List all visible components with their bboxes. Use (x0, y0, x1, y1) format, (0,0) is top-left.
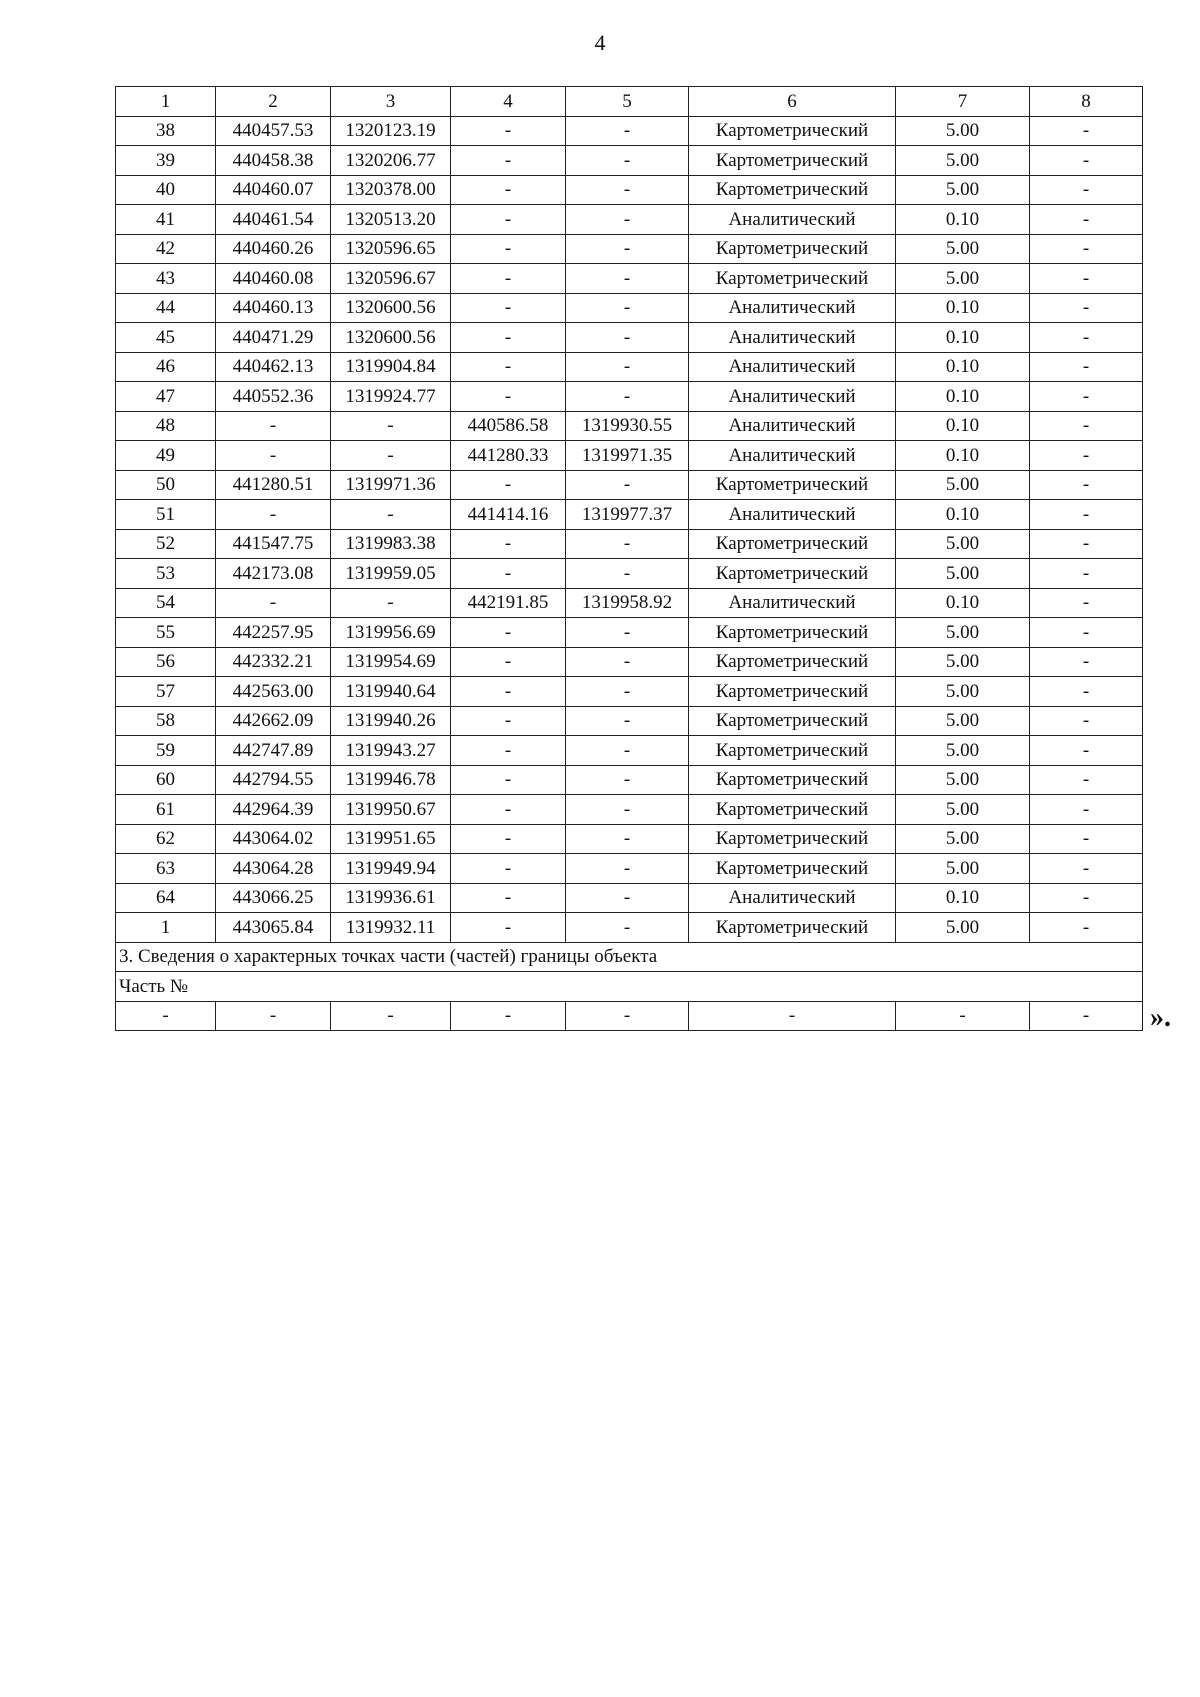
table-cell-col-3: 1320378.00 (331, 175, 451, 205)
table-cell-col-6: Картометрический (689, 854, 896, 884)
table-cell-col-7: 0.10 (896, 411, 1030, 441)
table-row (116, 618, 1143, 648)
table-row (116, 352, 1143, 382)
table-cell-col-1: 43 (116, 264, 216, 294)
table-cell-col-7: 5.00 (896, 706, 1030, 736)
table-cell-col-7: 5.00 (896, 736, 1030, 766)
table-cell-col-7: 5.00 (896, 677, 1030, 707)
table-cell-col-4: 441280.33 (451, 441, 566, 471)
table-cell-col-6: Аналитический (689, 205, 896, 235)
table-cell-col-3: 1319951.65 (331, 824, 451, 854)
table-cell-col-2: 443066.25 (216, 883, 331, 913)
table-cell-col-3: 1319949.94 (331, 854, 451, 884)
table-cell-col-7: 5.00 (896, 647, 1030, 677)
table-cell-col-5: - (566, 824, 689, 854)
table-cell-col-6: Картометрический (689, 795, 896, 825)
table-cell-col-8: - (1030, 382, 1143, 412)
table-cell-col-3: 1319983.38 (331, 529, 451, 559)
table-cell-col-5: 1319977.37 (566, 500, 689, 530)
table-cell-col-8: - (1030, 883, 1143, 913)
table-cell-col-1: 49 (116, 441, 216, 471)
table-cell-col-5: - (566, 854, 689, 884)
table-cell-col-2: 442662.09 (216, 706, 331, 736)
table-row (116, 736, 1143, 766)
table-row (116, 382, 1143, 412)
table-cell-col-8: - (1030, 175, 1143, 205)
table-cell-col-6: Аналитический (689, 588, 896, 618)
table-row (116, 883, 1143, 913)
table-cell-col-7: 5.00 (896, 175, 1030, 205)
table-cell-col-6: Аналитический (689, 411, 896, 441)
table-cell-col-6: Картометрический (689, 559, 896, 589)
table-cell-col-2: 2 (216, 87, 331, 117)
table-cell-col-1: 44 (116, 293, 216, 323)
table-cell-col-3: 3 (331, 87, 451, 117)
table-cell-col-1: 39 (116, 146, 216, 176)
table-cell-col-1: 62 (116, 824, 216, 854)
table-cell-col-4: 442191.85 (451, 588, 566, 618)
table-cell-col-5: - (566, 1001, 689, 1031)
table-cell-col-8: - (1030, 352, 1143, 382)
table-cell-col-4: - (451, 559, 566, 589)
table-cell-col-2: 440471.29 (216, 323, 331, 353)
section-title-row (116, 942, 1143, 972)
table-cell-col-4: - (451, 323, 566, 353)
table-cell-col-5: - (566, 382, 689, 412)
table-cell-col-8: - (1030, 647, 1143, 677)
table-cell-col-2: 441280.51 (216, 470, 331, 500)
table-cell-col-7: 0.10 (896, 382, 1030, 412)
table-cell-col-8: - (1030, 264, 1143, 294)
table-cell-col-1: 47 (116, 382, 216, 412)
table-cell-col-6: Картометрический (689, 529, 896, 559)
table-cell-col-7: 5.00 (896, 470, 1030, 500)
table-cell-col-8: - (1030, 765, 1143, 795)
table-cell-col-8: - (1030, 234, 1143, 264)
table-cell-col-7: 5.00 (896, 559, 1030, 589)
table-row (116, 529, 1143, 559)
table-cell-col-1: - (116, 1001, 216, 1031)
table-cell-col-7: 5.00 (896, 234, 1030, 264)
table-row (116, 234, 1143, 264)
table-cell-col-5: - (566, 618, 689, 648)
table-cell-col-5: - (566, 913, 689, 943)
table-cell-col-2: 443064.28 (216, 854, 331, 884)
table-row (116, 677, 1143, 707)
table-row (116, 175, 1143, 205)
table-cell-col-5: - (566, 205, 689, 235)
table-row (116, 323, 1143, 353)
table-cell-col-5: - (566, 470, 689, 500)
table-cell-col-2: - (216, 500, 331, 530)
table-cell-col-2: 442173.08 (216, 559, 331, 589)
table-cell-col-4: - (451, 1001, 566, 1031)
table-cell-col-7: 0.10 (896, 883, 1030, 913)
table-cell-col-1: 57 (116, 677, 216, 707)
table-cell-col-3: 1320123.19 (331, 116, 451, 146)
table-cell-col-3: 1320596.67 (331, 264, 451, 294)
table-cell-col-2: 440460.08 (216, 264, 331, 294)
table-cell-col-2: 440457.53 (216, 116, 331, 146)
table-cell-col-1: 41 (116, 205, 216, 235)
table-cell-col-7: 5.00 (896, 913, 1030, 943)
table-cell-col-1: 45 (116, 323, 216, 353)
table-cell-col-1: 40 (116, 175, 216, 205)
table-cell-col-7: 5.00 (896, 765, 1030, 795)
table-cell-col-4: - (451, 264, 566, 294)
table-cell-col-2: 442747.89 (216, 736, 331, 766)
table-row (116, 293, 1143, 323)
table-cell-col-3: 1319950.67 (331, 795, 451, 825)
table-cell-col-3: 1319971.36 (331, 470, 451, 500)
table-cell-col-4: - (451, 706, 566, 736)
table-cell-col-4: - (451, 146, 566, 176)
table-cell-col-5: - (566, 736, 689, 766)
table-cell-col-2: 440460.26 (216, 234, 331, 264)
table-cell-col-7: 5.00 (896, 854, 1030, 884)
table-cell-col-8: - (1030, 913, 1143, 943)
table-cell-col-5: - (566, 234, 689, 264)
table-cell-col-5: - (566, 765, 689, 795)
table-cell-col-4: - (451, 293, 566, 323)
table-cell-col-4: - (451, 795, 566, 825)
table-row (116, 470, 1143, 500)
table-cell-col-1: 51 (116, 500, 216, 530)
table-cell-col-1: 48 (116, 411, 216, 441)
table-row (116, 559, 1143, 589)
table-cell-col-5: - (566, 323, 689, 353)
table-cell-col-4: 441414.16 (451, 500, 566, 530)
table-row (116, 795, 1143, 825)
table-cell-col-7: 0.10 (896, 588, 1030, 618)
table-row (116, 824, 1143, 854)
table-cell-col-1: 56 (116, 647, 216, 677)
table-cell-col-5: - (566, 795, 689, 825)
table-row (116, 116, 1143, 146)
table-cell-col-6: Картометрический (689, 618, 896, 648)
table-cell-col-7: 5.00 (896, 529, 1030, 559)
closing-quote-mark: ». (1150, 1002, 1171, 1033)
table-cell-col-8: - (1030, 1001, 1143, 1031)
table-cell-col-1: 1 (116, 913, 216, 943)
table-cell-col-4: - (451, 824, 566, 854)
table-cell-col-2: 440458.38 (216, 146, 331, 176)
table-cell-col-3: 1320513.20 (331, 205, 451, 235)
table-cell-col-8: - (1030, 205, 1143, 235)
table-cell-col-7: 5.00 (896, 146, 1030, 176)
table-cell-col-3: - (331, 588, 451, 618)
table-cell-col-7: 0.10 (896, 352, 1030, 382)
table-cell-col-4: - (451, 234, 566, 264)
table-cell-col-6: Аналитический (689, 382, 896, 412)
table-cell-col-5: - (566, 677, 689, 707)
table-cell-col-6: Аналитический (689, 323, 896, 353)
table-cell-col-1: 1 (116, 87, 216, 117)
table-cell-col-3: 1320596.65 (331, 234, 451, 264)
table-cell-col-3: - (331, 500, 451, 530)
table-cell-col-1: 42 (116, 234, 216, 264)
table-cell-col-1: 58 (116, 706, 216, 736)
table-cell-col-8: - (1030, 677, 1143, 707)
table-cell-col-6: Картометрический (689, 116, 896, 146)
table-cell-col-1: 64 (116, 883, 216, 913)
table-cell-col-8: - (1030, 706, 1143, 736)
table-cell-col-3: 1319956.69 (331, 618, 451, 648)
table-cell-col-1: 63 (116, 854, 216, 884)
table-cell-col-8: - (1030, 529, 1143, 559)
table-cell-col-8: - (1030, 559, 1143, 589)
table-cell-col-3: 1319954.69 (331, 647, 451, 677)
table-cell-col-5: - (566, 264, 689, 294)
table-cell-col-3: 1319932.11 (331, 913, 451, 943)
table-cell-col-4: - (451, 736, 566, 766)
table-row (116, 441, 1143, 471)
table-cell-col-6: Картометрический (689, 677, 896, 707)
table-cell-col-8: - (1030, 441, 1143, 471)
table-cell-col-8: - (1030, 588, 1143, 618)
table-cell-col-7: 0.10 (896, 500, 1030, 530)
table-cell-col-2: - (216, 1001, 331, 1031)
table-cell-col-2: 440461.54 (216, 205, 331, 235)
table-row (116, 146, 1143, 176)
table-cell-col-6: - (689, 1001, 896, 1031)
table-cell-col-5: - (566, 559, 689, 589)
table-cell-col-2: - (216, 441, 331, 471)
table-cell-col-7: 7 (896, 87, 1030, 117)
table-cell-col-5: - (566, 116, 689, 146)
table-cell-col-8: - (1030, 854, 1143, 884)
table-cell-col-1: 38 (116, 116, 216, 146)
table-cell-col-2: 443065.84 (216, 913, 331, 943)
table-cell-col-3: - (331, 411, 451, 441)
table-cell-col-4: 4 (451, 87, 566, 117)
table-cell-col-7: 5.00 (896, 795, 1030, 825)
table-cell-col-2: 442332.21 (216, 647, 331, 677)
table-cell-col-4: - (451, 677, 566, 707)
table-row (116, 264, 1143, 294)
table-cell-col-8: - (1030, 116, 1143, 146)
table-cell-col-7: - (896, 1001, 1030, 1031)
table-cell-col-5: - (566, 146, 689, 176)
coordinates-table (115, 86, 1143, 1031)
table-cell-col-6: Аналитический (689, 293, 896, 323)
table-cell-col-6: Картометрический (689, 706, 896, 736)
table-cell-col-7: 5.00 (896, 264, 1030, 294)
table-row (116, 205, 1143, 235)
table-cell-col-3: 1319924.77 (331, 382, 451, 412)
table-cell-col-6: 6 (689, 87, 896, 117)
table-row (116, 765, 1143, 795)
table-cell-col-2: 440460.07 (216, 175, 331, 205)
table-cell-col-3: - (331, 1001, 451, 1031)
table-header-row (116, 87, 1143, 117)
table-cell-col-6: Аналитический (689, 883, 896, 913)
table-cell-col-5: 1319971.35 (566, 441, 689, 471)
table-cell-col-6: Аналитический (689, 500, 896, 530)
table-cell-col-1: 55 (116, 618, 216, 648)
table-cell-col-1: 52 (116, 529, 216, 559)
page-number: 4 (594, 30, 606, 55)
table-cell-col-3: 1319946.78 (331, 765, 451, 795)
table-row (116, 706, 1143, 736)
table-cell-col-4: - (451, 116, 566, 146)
table-row (116, 588, 1143, 618)
table-cell-col-6: Картометрический (689, 264, 896, 294)
table-cell-col-1: 59 (116, 736, 216, 766)
table-cell-col-5: - (566, 529, 689, 559)
table-cell-col-4: - (451, 470, 566, 500)
table-cell-col-5: - (566, 352, 689, 382)
table-cell-col-6: Картометрический (689, 736, 896, 766)
table-cell-col-6: Картометрический (689, 234, 896, 264)
table-cell-col-2: 442964.39 (216, 795, 331, 825)
table-cell-col-2: 441547.75 (216, 529, 331, 559)
table-cell-col-4: - (451, 765, 566, 795)
table-cell-col-1: 54 (116, 588, 216, 618)
table-cell-col-3: 1319940.26 (331, 706, 451, 736)
table-cell-col-7: 0.10 (896, 293, 1030, 323)
table-cell-col-4: - (451, 352, 566, 382)
table-cell-col-5: - (566, 293, 689, 323)
table-cell-col-4: - (451, 913, 566, 943)
table-cell-col-2: 442257.95 (216, 618, 331, 648)
table-cell-col-8: - (1030, 146, 1143, 176)
table-row (116, 500, 1143, 530)
table-cell-col-3: 1319936.61 (331, 883, 451, 913)
table-cell-col-8: - (1030, 323, 1143, 353)
table-cell-col-2: 442563.00 (216, 677, 331, 707)
table-cell-col-5: - (566, 706, 689, 736)
table-cell-col-8: - (1030, 293, 1143, 323)
part-label-row (116, 972, 1143, 1002)
table-cell-col-5: 1319958.92 (566, 588, 689, 618)
table-cell-col-3: 1319959.05 (331, 559, 451, 589)
table-cell-col-8: - (1030, 736, 1143, 766)
table-cell-col-5: 5 (566, 87, 689, 117)
table-cell-col-6: Картометрический (689, 647, 896, 677)
table-row (116, 411, 1143, 441)
table-cell-col-7: 5.00 (896, 618, 1030, 648)
table-cell-col-8: - (1030, 500, 1143, 530)
table-cell-col-4: - (451, 883, 566, 913)
table-cell-col-8: - (1030, 470, 1143, 500)
table-cell-col-2: - (216, 411, 331, 441)
table-cell-col-1: 61 (116, 795, 216, 825)
section-title: 3. Сведения о характерных точках части (частей) границы объекта (116, 942, 1143, 972)
table-cell-col-6: Картометрический (689, 470, 896, 500)
table-cell-col-8: - (1030, 618, 1143, 648)
table-row (116, 913, 1143, 943)
table-cell-col-5: - (566, 175, 689, 205)
table-cell-col-2: 443064.02 (216, 824, 331, 854)
table-row (116, 647, 1143, 677)
table-cell-col-8: 8 (1030, 87, 1143, 117)
table-cell-col-2: - (216, 588, 331, 618)
table-cell-col-3: 1320206.77 (331, 146, 451, 176)
table-cell-col-2: 442794.55 (216, 765, 331, 795)
table-cell-col-3: - (331, 441, 451, 471)
table-cell-col-6: Картометрический (689, 765, 896, 795)
table-cell-col-8: - (1030, 795, 1143, 825)
table-cell-col-6: Картометрический (689, 913, 896, 943)
table-cell-col-4: - (451, 175, 566, 205)
table-row (116, 854, 1143, 884)
table-cell-col-4: - (451, 854, 566, 884)
table-cell-col-6: Картометрический (689, 146, 896, 176)
table-cell-col-7: 5.00 (896, 116, 1030, 146)
empty-part-row (116, 1001, 1143, 1031)
table-cell-col-8: - (1030, 411, 1143, 441)
table-cell-col-1: 50 (116, 470, 216, 500)
table-cell-col-1: 60 (116, 765, 216, 795)
table-cell-col-4: - (451, 382, 566, 412)
table-cell-col-3: 1320600.56 (331, 323, 451, 353)
table-cell-col-6: Картометрический (689, 175, 896, 205)
table-cell-col-4: - (451, 647, 566, 677)
table-cell-col-1: 46 (116, 352, 216, 382)
table-cell-col-8: - (1030, 824, 1143, 854)
table-cell-col-4: - (451, 205, 566, 235)
table-cell-col-7: 0.10 (896, 441, 1030, 471)
table-cell-col-1: 53 (116, 559, 216, 589)
table-cell-col-5: 1319930.55 (566, 411, 689, 441)
table-cell-col-4: 440586.58 (451, 411, 566, 441)
table-cell-col-2: 440552.36 (216, 382, 331, 412)
table-cell-col-2: 440462.13 (216, 352, 331, 382)
part-label: Часть № (116, 972, 1143, 1002)
table-cell-col-2: 440460.13 (216, 293, 331, 323)
table-cell-col-6: Картометрический (689, 824, 896, 854)
table-cell-col-4: - (451, 618, 566, 648)
table-cell-col-3: 1320600.56 (331, 293, 451, 323)
table-cell-col-6: Аналитический (689, 352, 896, 382)
table-cell-col-5: - (566, 883, 689, 913)
table-cell-col-4: - (451, 529, 566, 559)
table-cell-col-7: 5.00 (896, 824, 1030, 854)
table-cell-col-7: 0.10 (896, 205, 1030, 235)
table-cell-col-6: Аналитический (689, 441, 896, 471)
table-cell-col-3: 1319904.84 (331, 352, 451, 382)
table-cell-col-3: 1319940.64 (331, 677, 451, 707)
table-cell-col-5: - (566, 647, 689, 677)
table-cell-col-7: 0.10 (896, 323, 1030, 353)
table-cell-col-3: 1319943.27 (331, 736, 451, 766)
